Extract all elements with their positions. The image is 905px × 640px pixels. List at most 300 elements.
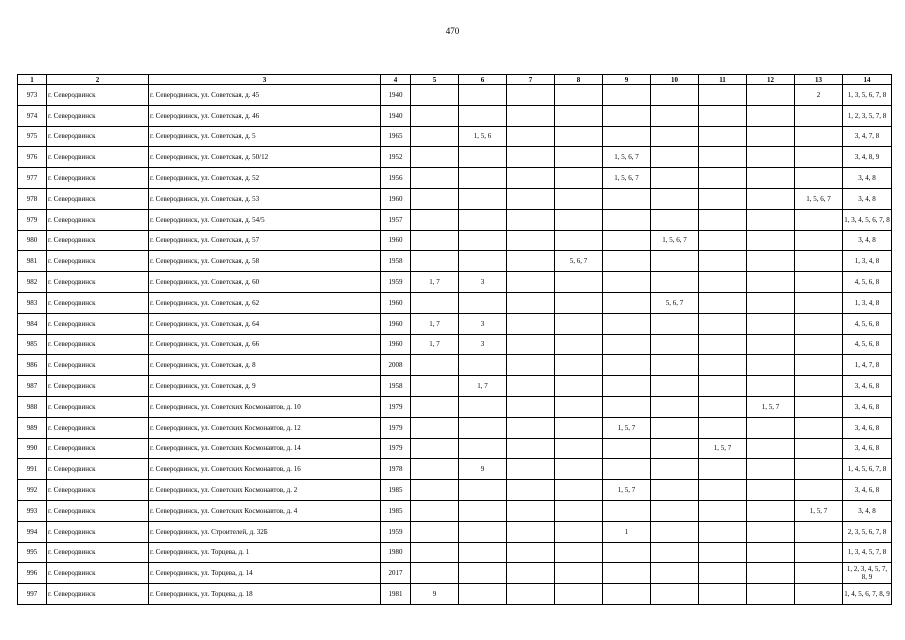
table-cell: 986 (18, 355, 47, 376)
table-cell (747, 334, 795, 355)
table-cell: г. Северодвинск (47, 417, 149, 438)
table-cell: 1, 5, 7 (603, 417, 651, 438)
table-cell (699, 521, 747, 542)
table-cell (747, 500, 795, 521)
table-cell (411, 168, 459, 189)
table-cell: г. Северодвинск (47, 396, 149, 417)
table-cell (795, 438, 843, 459)
table-cell: 1, 5, 6, 7 (795, 188, 843, 209)
table-row (18, 105, 892, 126)
table-cell: 9 (411, 584, 459, 605)
table-cell: г. Северодвинск, ул. Советская, д. 58 (149, 251, 381, 272)
table-cell (459, 500, 507, 521)
table-cell (699, 459, 747, 480)
table-cell: 996 (18, 563, 47, 584)
table-cell (411, 147, 459, 168)
table-cell (795, 292, 843, 313)
table-cell (747, 313, 795, 334)
table-cell (603, 438, 651, 459)
table-cell: 1, 5, 7 (603, 480, 651, 501)
table-cell: 1985 (381, 480, 411, 501)
table-cell (459, 292, 507, 313)
table-row (18, 521, 892, 542)
table-cell (459, 188, 507, 209)
table-cell (507, 85, 555, 106)
table-cell (795, 417, 843, 438)
table-cell: г. Северодвинск, ул. Советских Космонавтов, д. 4 (149, 500, 381, 521)
table-cell (507, 584, 555, 605)
table-cell (411, 355, 459, 376)
table-cell (747, 417, 795, 438)
table-cell: 990 (18, 438, 47, 459)
table-cell: 9 (459, 459, 507, 480)
table-cell (747, 584, 795, 605)
table-cell: 997 (18, 584, 47, 605)
table-cell (795, 230, 843, 251)
table-cell (411, 542, 459, 563)
table-cell: 1980 (381, 542, 411, 563)
table-cell (411, 417, 459, 438)
table-cell (555, 521, 603, 542)
table-cell: г. Северодвинск (47, 85, 149, 106)
table-cell (699, 376, 747, 397)
table-cell (555, 126, 603, 147)
table-cell (795, 396, 843, 417)
column-header: 6 (459, 75, 507, 85)
table-cell: 1, 5, 6, 7 (603, 147, 651, 168)
table-cell (747, 147, 795, 168)
table-cell (555, 85, 603, 106)
table-cell: 1, 5, 7 (795, 500, 843, 521)
table-cell (747, 168, 795, 189)
table-cell (699, 355, 747, 376)
column-header: 10 (651, 75, 699, 85)
table-cell (795, 584, 843, 605)
table-cell: г. Северодвинск (47, 230, 149, 251)
table-cell: г. Северодвинск (47, 147, 149, 168)
table-cell: г. Северодвинск, ул. Советская, д. 50/12 (149, 147, 381, 168)
table-cell (411, 438, 459, 459)
table-cell: 1, 3, 5, 6, 7, 8 (843, 85, 892, 106)
table-cell: 1, 4, 5, 6, 7, 8, 9 (843, 584, 892, 605)
table-row (18, 85, 892, 106)
table-cell: 1956 (381, 168, 411, 189)
table-cell (795, 563, 843, 584)
table-cell (555, 188, 603, 209)
table-cell: г. Северодвинск, ул. Советских Космонавтов, д. 10 (149, 396, 381, 417)
table-cell: г. Северодвинск (47, 584, 149, 605)
table-cell (555, 376, 603, 397)
table-cell (747, 188, 795, 209)
table-cell (699, 272, 747, 293)
table-cell: 5, 6, 7 (651, 292, 699, 313)
table-cell: 3 (459, 334, 507, 355)
table-cell (699, 480, 747, 501)
table-cell: 1959 (381, 521, 411, 542)
table-cell (699, 417, 747, 438)
table-cell (459, 85, 507, 106)
table-cell (747, 292, 795, 313)
table-cell: г. Северодвинск, ул. Торцева, д. 14 (149, 563, 381, 584)
table-row (18, 313, 892, 334)
table-cell: 1959 (381, 272, 411, 293)
table-cell (699, 584, 747, 605)
table-cell: 3, 4, 6, 8 (843, 376, 892, 397)
table-cell (411, 126, 459, 147)
table-cell (651, 147, 699, 168)
table-cell (603, 376, 651, 397)
table-cell (411, 563, 459, 584)
table-cell (795, 147, 843, 168)
table-cell: 3, 4, 6, 8 (843, 480, 892, 501)
table-cell: г. Северодвинск, ул. Советских Космонавтов, д. 12 (149, 417, 381, 438)
table-cell: 1985 (381, 500, 411, 521)
table-cell: г. Северодвинск, ул. Советская, д. 54/5 (149, 209, 381, 230)
table-cell: г. Северодвинск (47, 105, 149, 126)
table-cell: 1, 3, 4, 5, 6, 7, 8 (843, 209, 892, 230)
table-cell: 1, 5, 6 (459, 126, 507, 147)
table-cell (699, 396, 747, 417)
table-cell (651, 272, 699, 293)
table-cell (507, 168, 555, 189)
table-cell (747, 563, 795, 584)
table-cell: 979 (18, 209, 47, 230)
table-row (18, 563, 892, 584)
table-cell: 983 (18, 292, 47, 313)
table-cell (795, 459, 843, 480)
table-row (18, 230, 892, 251)
table-cell: 994 (18, 521, 47, 542)
table-cell (699, 500, 747, 521)
column-header: 7 (507, 75, 555, 85)
table-cell (795, 313, 843, 334)
table-row (18, 334, 892, 355)
table-cell (411, 188, 459, 209)
table-cell: 980 (18, 230, 47, 251)
table-cell (651, 521, 699, 542)
table-cell (699, 147, 747, 168)
column-header: 8 (555, 75, 603, 85)
table-cell (603, 584, 651, 605)
table-cell: 1, 2, 3, 4, 5, 7, 8, 9 (843, 563, 892, 584)
column-header: 1 (18, 75, 47, 85)
table-cell (555, 313, 603, 334)
table-cell (459, 417, 507, 438)
table-cell (459, 480, 507, 501)
table-row (18, 209, 892, 230)
table-cell: 1940 (381, 105, 411, 126)
table-cell: 1, 7 (459, 376, 507, 397)
table-cell (651, 500, 699, 521)
table-cell: 1, 3, 4, 5, 7, 8 (843, 542, 892, 563)
table-cell (699, 542, 747, 563)
table-cell (459, 251, 507, 272)
table-row (18, 459, 892, 480)
table-row (18, 376, 892, 397)
table-cell (411, 500, 459, 521)
table-cell: г. Северодвинск, ул. Строителей, д. 32Б (149, 521, 381, 542)
table-cell: 3 (459, 272, 507, 293)
table-cell (603, 313, 651, 334)
table-cell (795, 105, 843, 126)
table-cell (411, 209, 459, 230)
table-cell (411, 230, 459, 251)
table-cell (651, 85, 699, 106)
table-row (18, 396, 892, 417)
table-cell (555, 334, 603, 355)
table-cell (411, 480, 459, 501)
table-cell (507, 209, 555, 230)
table-cell (555, 417, 603, 438)
table-cell (603, 292, 651, 313)
table-cell (555, 480, 603, 501)
table-cell: 975 (18, 126, 47, 147)
table-cell: г. Северодвинск, ул. Советская, д. 62 (149, 292, 381, 313)
table-cell: 988 (18, 396, 47, 417)
table-cell (795, 209, 843, 230)
table-cell: 1, 5, 7 (699, 438, 747, 459)
table-cell: 978 (18, 188, 47, 209)
table-cell: 2017 (381, 563, 411, 584)
table-cell (507, 417, 555, 438)
table-cell (555, 168, 603, 189)
table-cell: 3, 4, 8 (843, 230, 892, 251)
table-cell: 1979 (381, 438, 411, 459)
table-cell (651, 563, 699, 584)
table-cell (507, 105, 555, 126)
table-cell (507, 334, 555, 355)
table-cell: г. Северодвинск (47, 542, 149, 563)
table-cell: 1981 (381, 584, 411, 605)
table-cell (459, 521, 507, 542)
table-cell: г. Северодвинск, ул. Советских Космонавтов, д. 2 (149, 480, 381, 501)
table-cell (603, 542, 651, 563)
table-cell (747, 272, 795, 293)
table-cell: 5, 6, 7 (555, 251, 603, 272)
table-cell (411, 521, 459, 542)
table-cell (603, 272, 651, 293)
table-row (18, 480, 892, 501)
table-cell: 4, 5, 6, 8 (843, 272, 892, 293)
table-cell (699, 230, 747, 251)
table-cell: 1979 (381, 396, 411, 417)
table-cell (651, 334, 699, 355)
table-cell (555, 438, 603, 459)
table-cell (555, 542, 603, 563)
table-cell: г. Северодвинск (47, 292, 149, 313)
table-cell (603, 105, 651, 126)
table-cell (555, 584, 603, 605)
table-cell: 976 (18, 147, 47, 168)
column-header: 3 (149, 75, 381, 85)
table-cell (555, 272, 603, 293)
table-cell: 974 (18, 105, 47, 126)
table-cell: г. Северодвинск (47, 313, 149, 334)
table-cell: 1 (603, 521, 651, 542)
table-cell: г. Северодвинск (47, 563, 149, 584)
table-cell (603, 251, 651, 272)
table-cell: 1, 5, 6, 7 (603, 168, 651, 189)
column-header: 12 (747, 75, 795, 85)
table-cell (747, 209, 795, 230)
table-cell (651, 584, 699, 605)
table-row (18, 584, 892, 605)
table-cell: г. Северодвинск, ул. Советская, д. 9 (149, 376, 381, 397)
table-cell: 4, 5, 6, 8 (843, 334, 892, 355)
table-cell: 2008 (381, 355, 411, 376)
table-cell: 3 (459, 313, 507, 334)
table-cell: 1979 (381, 417, 411, 438)
table-cell: 1965 (381, 126, 411, 147)
table-cell (555, 459, 603, 480)
table-cell: 982 (18, 272, 47, 293)
table-cell (651, 126, 699, 147)
table-cell (507, 542, 555, 563)
table-cell (651, 251, 699, 272)
table-row (18, 355, 892, 376)
table-cell (411, 251, 459, 272)
table-cell: 2 (795, 85, 843, 106)
table-cell (459, 230, 507, 251)
table-cell: 1960 (381, 334, 411, 355)
table-cell: 3, 4, 6, 8 (843, 417, 892, 438)
table-cell (603, 500, 651, 521)
table-cell: 977 (18, 168, 47, 189)
column-header: 2 (47, 75, 149, 85)
table-row (18, 438, 892, 459)
table-cell (795, 542, 843, 563)
table-cell (555, 563, 603, 584)
table-cell: 1, 2, 3, 5, 7, 8 (843, 105, 892, 126)
table-cell: 1, 4, 7, 8 (843, 355, 892, 376)
column-header: 13 (795, 75, 843, 85)
table-cell (507, 147, 555, 168)
table-cell: 1, 3, 4, 8 (843, 251, 892, 272)
table-cell: г. Северодвинск (47, 334, 149, 355)
table-cell (507, 396, 555, 417)
table-cell: 985 (18, 334, 47, 355)
table-cell (651, 168, 699, 189)
table-cell (651, 105, 699, 126)
column-header: 9 (603, 75, 651, 85)
table-cell (555, 396, 603, 417)
table-cell: 1960 (381, 188, 411, 209)
table-cell (699, 85, 747, 106)
table-cell (555, 230, 603, 251)
table-cell (651, 355, 699, 376)
table-cell: 1952 (381, 147, 411, 168)
table-cell (795, 272, 843, 293)
table-cell (459, 396, 507, 417)
table-cell (795, 168, 843, 189)
table-cell (507, 438, 555, 459)
table-cell (555, 105, 603, 126)
table-cell: г. Северодвинск (47, 500, 149, 521)
table-row (18, 292, 892, 313)
table-row (18, 272, 892, 293)
table-cell (651, 542, 699, 563)
table-cell (603, 85, 651, 106)
table-cell (411, 292, 459, 313)
table-cell: г. Северодвинск, ул. Советских Космонавтов, д. 16 (149, 459, 381, 480)
table-row (18, 147, 892, 168)
table-cell: 1, 5, 6, 7 (651, 230, 699, 251)
table-cell (651, 313, 699, 334)
table-cell: 995 (18, 542, 47, 563)
table-cell: 1958 (381, 376, 411, 397)
table-cell: г. Северодвинск, ул. Советская, д. 60 (149, 272, 381, 293)
table-cell: 973 (18, 85, 47, 106)
table-cell (603, 126, 651, 147)
table-cell: 991 (18, 459, 47, 480)
table-cell (699, 105, 747, 126)
table-cell: 1, 4, 5, 6, 7, 8 (843, 459, 892, 480)
table-cell (747, 521, 795, 542)
table-cell: г. Северодвинск (47, 355, 149, 376)
table-cell (603, 334, 651, 355)
table-cell (459, 168, 507, 189)
table-cell (795, 376, 843, 397)
table-cell: 4, 5, 6, 8 (843, 313, 892, 334)
table-cell (507, 563, 555, 584)
table-cell (507, 292, 555, 313)
table-cell (651, 209, 699, 230)
table-row (18, 126, 892, 147)
table-cell (795, 126, 843, 147)
table-cell (459, 147, 507, 168)
table-cell: 3, 4, 7, 8 (843, 126, 892, 147)
table-cell (555, 209, 603, 230)
table-row (18, 542, 892, 563)
table-row (18, 188, 892, 209)
table-cell (795, 251, 843, 272)
table-cell: г. Северодвинск, ул. Советская, д. 45 (149, 85, 381, 106)
table-cell (747, 230, 795, 251)
table-cell: 3, 4, 6, 8 (843, 396, 892, 417)
table-cell (603, 355, 651, 376)
table-cell (507, 272, 555, 293)
building-register-table (17, 74, 892, 605)
table-cell (507, 376, 555, 397)
table-cell: 1978 (381, 459, 411, 480)
table-cell (459, 563, 507, 584)
table-cell (411, 396, 459, 417)
table-cell (747, 355, 795, 376)
table-cell: 1, 3, 4, 8 (843, 292, 892, 313)
table-row (18, 251, 892, 272)
table-cell (747, 105, 795, 126)
table-cell: г. Северодвинск (47, 168, 149, 189)
table-cell (603, 563, 651, 584)
table-cell: г. Северодвинск, ул. Торцева, д. 18 (149, 584, 381, 605)
table-cell: г. Северодвинск (47, 209, 149, 230)
table-cell (795, 355, 843, 376)
table-cell (795, 521, 843, 542)
table-cell: 1957 (381, 209, 411, 230)
table-cell: г. Северодвинск, ул. Советская, д. 5 (149, 126, 381, 147)
table-cell (411, 105, 459, 126)
table-cell: г. Северодвинск, ул. Торцева, д. 1 (149, 542, 381, 563)
table-cell (651, 417, 699, 438)
table-cell: 1, 5, 7 (747, 396, 795, 417)
table-cell (459, 542, 507, 563)
table-cell (603, 230, 651, 251)
table-header-row (18, 75, 892, 85)
table-cell: 993 (18, 500, 47, 521)
table-cell (651, 438, 699, 459)
table-cell: 1960 (381, 292, 411, 313)
table-cell (507, 188, 555, 209)
